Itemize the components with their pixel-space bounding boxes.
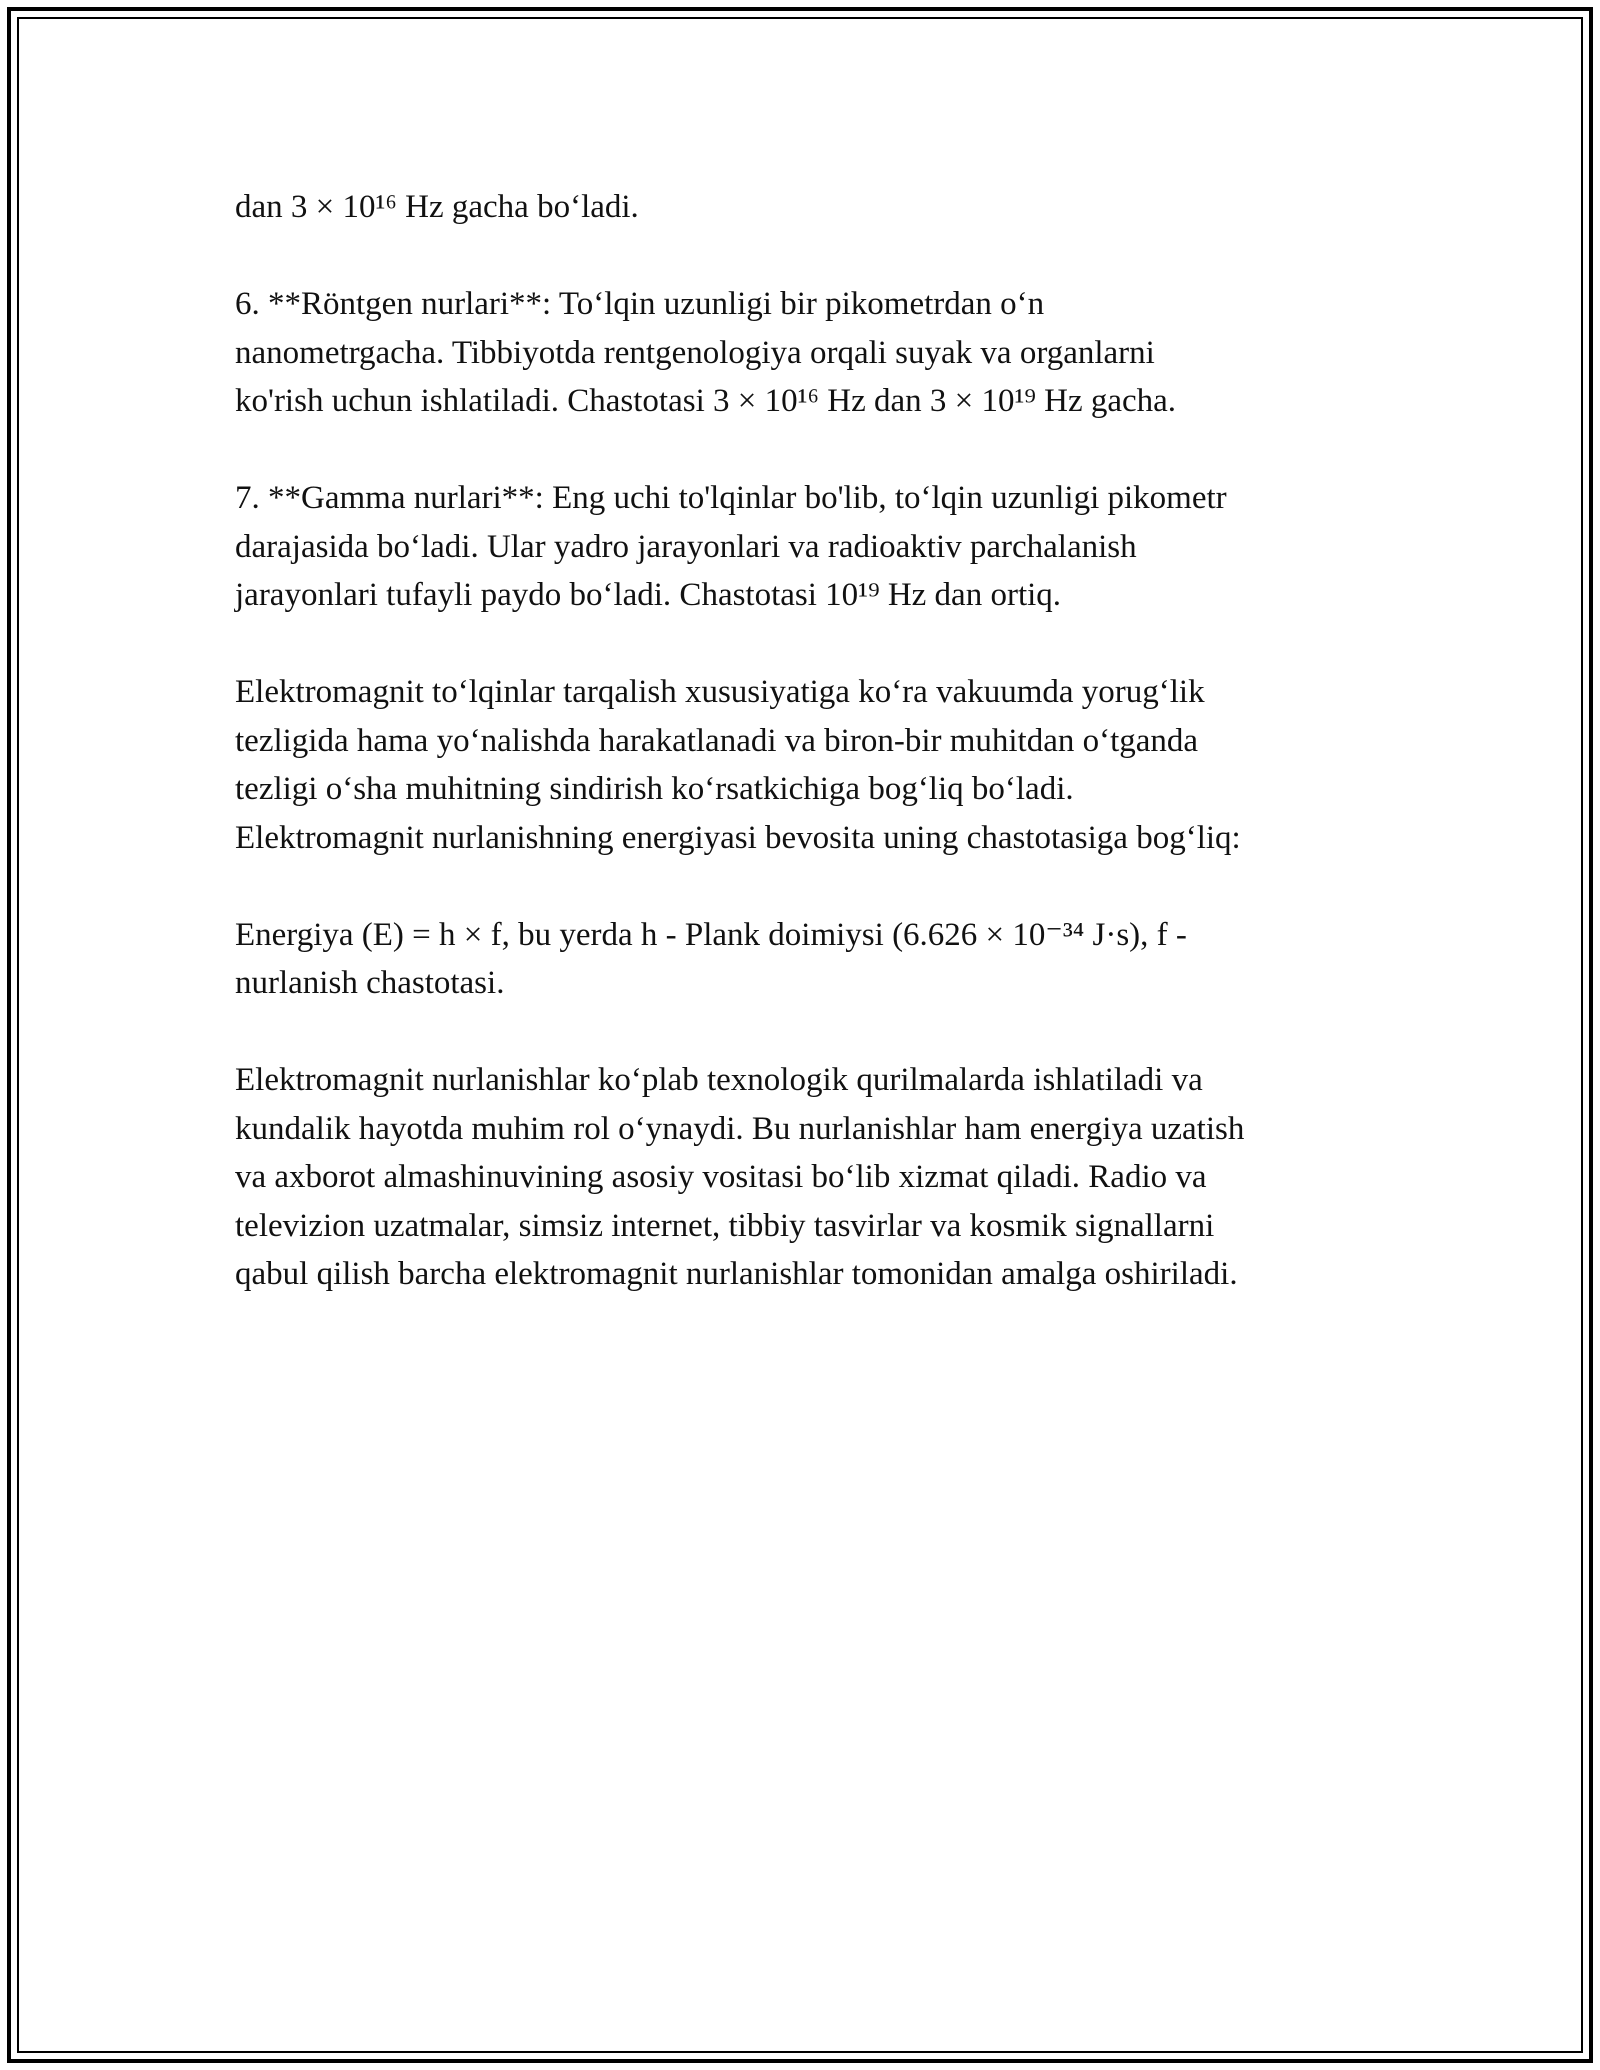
text-line: Elektromagnit to‘lqinlar tarqalish xususiyatiga ko‘ra vakuumda yorug‘lik [235,674,1205,710]
text-line: Energiya (E) = h × f, bu yerda h - Plank doimiysi (6.626 × 10⁻³⁴ J·s), f - [235,916,1187,953]
text-line: va axborot almashinuvining asosiy vositasi bo‘lib xizmat qiladi. Radio va [235,1159,1207,1195]
text-line: jarayonlari tufayli paydo bo‘ladi. Chastotasi 10¹⁹ Hz dan ortiq. [235,577,1062,613]
text-line: nurlanish chastotasi. [235,965,505,1001]
paragraph-applications [235,1056,1385,1299]
text-line: 7. **Gamma nurlari**: Eng uchi to'lqinlar bo'lib, to‘lqin uzunligi pikometr [235,480,1227,516]
text-line: Elektromagnit nurlanishlar ko‘plab texnologik qurilmalarda ishlatiladi va [235,1062,1203,1098]
text-line: 6. **Röntgen nurlari**: To‘lqin uzunligi bir pikometrdan o‘n [235,286,1045,322]
text-line: dan 3 × 10¹⁶ Hz gacha bo‘ladi. [235,189,639,225]
paragraph-propagation [235,668,1385,862]
text-line: tezligida hama yo‘nalishda harakatlanadi va biron-bir muhitdan o‘tganda [235,722,1199,759]
text-line: qabul qilish barcha elektromagnit nurlanishlar tomonidan amalga oshiriladi. [235,1256,1238,1292]
paragraph-energy-formula [235,911,1385,1008]
paragraph-xray [235,280,1385,426]
text-line: Elektromagnit nurlanishning energiyasi bevosita uning chastotasiga bog‘liq: [235,819,1241,856]
paragraph-gamma [235,474,1385,620]
text-line: televizion uzatmalar, simsiz internet, tibbiy tasvirlar va kosmik signallarni [235,1207,1215,1244]
paragraph-continuation [235,183,1385,232]
text-line: ko'rish uchun ishlatiladi. Chastotasi 3 × 10¹⁶ Hz dan 3 × 10¹⁹ Hz gacha. [235,383,1177,419]
text-line: tezligi o‘sha muhitning sindirish ko‘rsatkichiga bog‘liq bo‘ladi. [235,771,1074,807]
document-body [235,183,1385,1347]
text-line: kundalik hayotda muhim rol o‘ynaydi. Bu nurlanishlar ham energiya uzatish [235,1110,1245,1147]
text-line: darajasida bo‘ladi. Ular yadro jarayonlari va radioaktiv parchalanish [235,528,1137,565]
text-line: nanometrgacha. Tibbiyotda rentgenologiya orqali suyak va organlarni [235,334,1155,371]
